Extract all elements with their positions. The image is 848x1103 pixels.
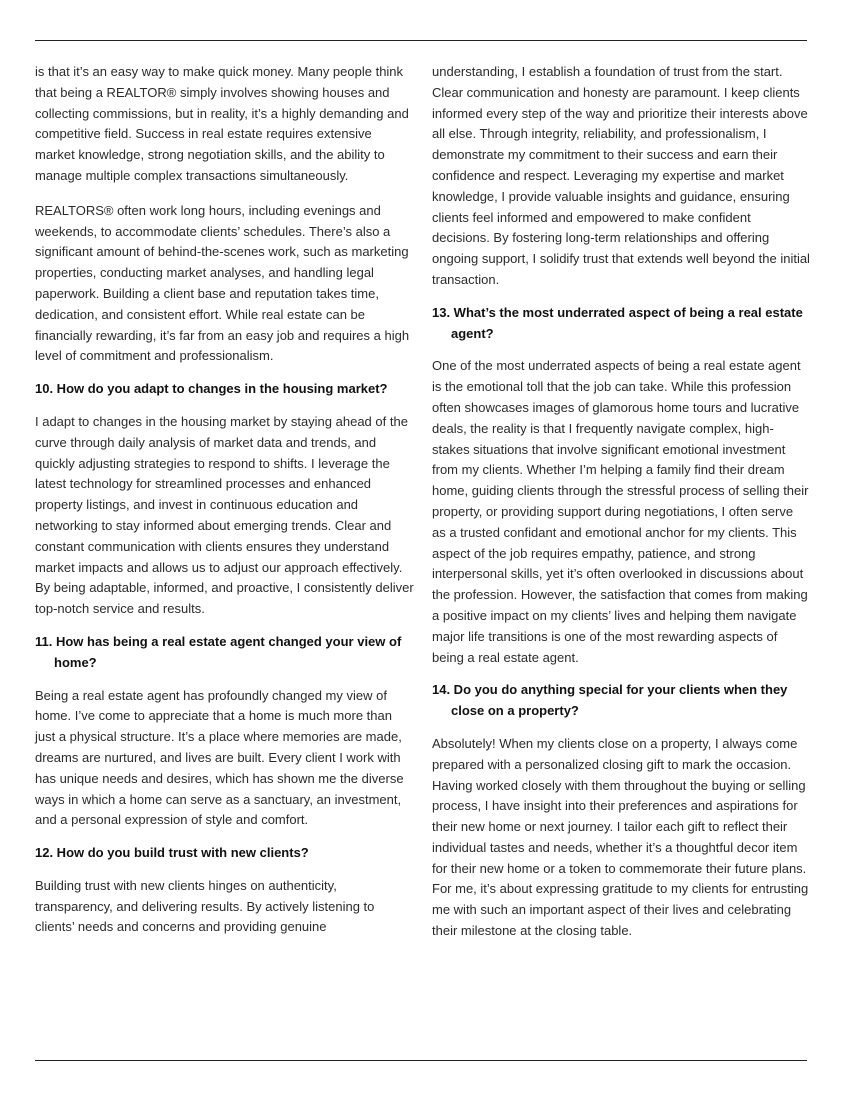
paragraph-intro: is that it’s an easy way to make quick money. Many people think that being a REALTOR® simply involves showing houses and collecting commissions, but in reality, it’s a highly demanding and competitive field. Success in real estate requires extensive market knowledge, strong negotiation skills, and the ability to manage multiple complex transactions simultaneously. — [35, 64, 409, 183]
question-12: 12. How do you build trust with new clients? — [35, 845, 309, 861]
paragraph-realtors: REALTORS® often work long hours, including evenings and weekends, to accommodate clients’ schedules. There’s also a significant amount of behind-the-scenes work, such as marketing properties, conducting market analyses, and handling legal paperwork. Building a client base and reputation takes time, dedication, and consistent effort. While real estate can be financially rewarding, it’s far from an easy job and requires a high level of commitment and professionalism. — [35, 202, 410, 364]
question-14: 14. Do you do anything special for your clients when they close on a property? — [432, 682, 788, 719]
question-11: 11. How has being a real estate agent changed your view of home? — [35, 633, 402, 670]
answer-14: Absolutely! When my clients close on a property, I always come prepared with a personalized closing gift to mark the occasion. Having worked closely with them throughout the buying or selling process, I have insight into their preferences and aspirations for their new home or next journey. I tailor each gift to reflect their individual tastes and needs, whether it’s a thoughtful decor item for their new home or a token to commemorate their future plans. For me, it’s about expressing gratitude to my clients for entrusting me with such an important aspect of their lives and celebrating their milestone at the closing table. — [432, 735, 809, 939]
question-13: 13. What’s the most underrated aspect of being a real estate agent? — [432, 304, 803, 341]
bottom-rule — [35, 1060, 807, 1061]
answer-12-continued: understanding, I establish a foundation of trust from the start. Clear communication and honesty are paramount. I keep clients informed every step of the way and prioritize their interests above all else. Through integrity, reliability, and professionalism, I demonstrate my commitment to their success and earn their confidence and respect. Leveraging my expertise and market knowledge, I provide valuable insights and guidance, ensuring clients feel informed and empowered to make confident decisions. By fostering long-term relationships and offering ongoing support, I solidify trust that extends well beyond the initial transaction. — [432, 64, 810, 287]
answer-13: One of the most underrated aspects of being a real estate agent is the emotional toll that the job can take. While this profession often showcases images of glamorous home tours and lucrative deals, the reality is that I frequently navigate complex, high-stakes situations that involve significant emotional investment from my clients. Whether I’m helping a family find their dream home, guiding clients through the stressful process of selling their property, or providing support during negotiations, I often serve as a trusted confidant and emotional anchor for my clients. This aspect of the job requires empathy, patience, and strong interpersonal skills, yet it’s often overlooked in discussions about the profession. However, the satisfaction that comes from making a positive impact on my clients’ lives and helping them navigate major life transitions is one of the most rewarding aspects of being a real estate agent. — [432, 358, 809, 665]
right-column — [432, 62, 810, 942]
left-column — [35, 62, 415, 938]
question-10: 10. How do you adapt to changes in the housing market? — [35, 381, 388, 397]
answer-11: Being a real estate agent has profoundly changed my view of home. I’ve come to appreciate that a home is much more than just a physical structure. It’s a place where memories are made, dreams are nurtured, and lives are built. Every client I work with has unique needs and desires, which has shown me the diverse ways in which a home can serve as a sanctuary, an investment, and a personal expression of style and comfort. — [35, 687, 404, 828]
answer-12: Building trust with new clients hinges on authenticity, transparency, and delivering results. By actively listening to clients’ needs and concerns and providing genuine — [35, 877, 375, 935]
top-rule — [35, 40, 807, 41]
answer-10: I adapt to changes in the housing market by staying ahead of the curve through daily analysis of market data and trends, and quickly adjusting strategies to respond to shifts. I leverage the latest technology for streamlined processes and enhanced property listings, and invest in continuous education and networking to stay informed about emerging trends. Clear and constant communication with clients ensures they understand market impacts and allows us to adjust our approach effectively. By being adaptable, informed, and proactive, I consistently deliver top-notch service and results. — [35, 413, 414, 617]
